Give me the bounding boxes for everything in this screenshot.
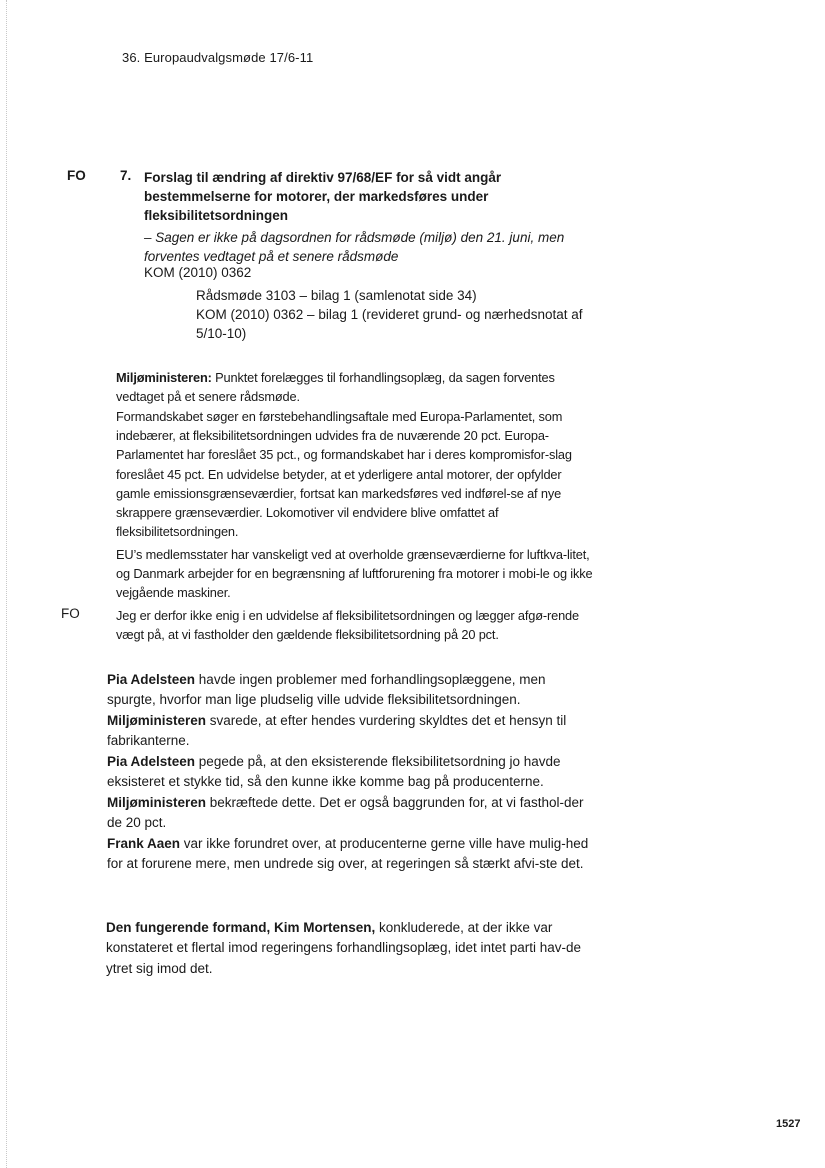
paragraph-text: Punktet forelægges til forhandlingsoplæg, da sagen forventes vedtaget på et senere rådsmøde.: [116, 370, 555, 405]
paragraph-text: konkluderede, at der ikke var konstateret et flertal imod regeringens forhandlingsoplæg, idet intet parti hav-de ytret sig imod det.: [106, 920, 582, 976]
paragraph-text: pegede på, at den eksisterende fleksibilitetsordning jo havde eksisteret et stykke tid, så den kunne ikke komme bag på producenterne.: [107, 754, 561, 790]
fo-marker: FO: [61, 606, 80, 621]
minister-paragraph: Jeg er derfor ikke enig i en udvidelse af fleksibilitetsordningen og lægger afgø-rende vægt på, at vi fastholder den gældende fleksibilitetsordning på 20 pct.: [116, 608, 579, 643]
minister-paragraph: Formandskabet søger en førstebehandlingsaftale med Europa-Parlamentet, som indebærer, at fleksibilitetsordningen udvides fra de nuværende 20 pct. Europa-Parlamentet har foreslået 35 pct., og formandskabet har i deres kompromisfor-slag foreslået 45 pct. En udvidelse betyder, at et yderligere antal motorer, der opfylder gamle emissionsgrænseværdier, fortsat kan markedsføres ved indførel-se af nye skrappere grænseværdier. Lokomotiver vil endvidere blive omfattet af fleksibilitetsordningen.: [116, 409, 572, 540]
reference-line: Rådsmøde 3103 – bilag 1 (samlenotat side 34): [196, 288, 477, 303]
debate-paragraph: [107, 711, 597, 752]
item-number: 7.: [120, 168, 132, 183]
debate-paragraph: [107, 793, 597, 834]
speaker-name: Den fungerende formand, Kim Mortensen,: [106, 920, 376, 935]
paragraph-text: svarede, at efter hendes vurdering skyldtes det et hensyn til fabrikanterne.: [107, 713, 567, 749]
minister-paragraph: [116, 368, 596, 406]
speaker-name: Frank Aaen: [107, 836, 181, 851]
speaker-name: Miljøministeren:: [116, 370, 212, 385]
page-number: 1527: [776, 1118, 801, 1130]
speaker-name: Miljøministeren: [107, 795, 207, 810]
paragraph-text: bekræftede dette. Det er også baggrunden for, at vi fasthol-der de 20 pct.: [107, 795, 584, 831]
item-note: – Sagen er ikke på dagsordnen for rådsmøde (miljø) den 21. juni, men forventes vedtaget på et senere rådsmøde: [144, 230, 565, 264]
reference-line: KOM (2010) 0362 – bilag 1 (revideret grund- og nærhedsnotat af 5/10-10): [196, 307, 583, 341]
scan-margin-line: [6, 0, 7, 1168]
item-title: Forslag til ændring af direktiv 97/68/EF for så vidt angår bestemmelserne for motorer, der markedsføres under fleksibilitetsordningen: [144, 170, 502, 223]
fo-marker: FO: [67, 168, 86, 183]
paragraph-text: havde ingen problemer med forhandlingsoplæggene, men spurgte, hvorfor man lige pludselig ville udvide fleksibilitetsordningen.: [107, 672, 546, 708]
conclusion-paragraph: [106, 918, 598, 979]
paragraph-text: var ikke forundret over, at producenterne gerne ville have mulig-hed for at forurene mere, men undrede sig over, at regeringen så stærkt afvi-ste det.: [107, 836, 589, 872]
kom-reference: KOM (2010) 0362: [144, 265, 252, 280]
speaker-name: Pia Adelsteen: [107, 754, 196, 769]
speaker-name: Miljøministeren: [107, 713, 207, 728]
debate-paragraph: [107, 834, 597, 875]
debate-paragraph: [107, 752, 597, 793]
debate-paragraph: [107, 670, 597, 711]
page-header: 36. Europaudvalgsmøde 17/6-11: [122, 50, 314, 65]
minister-paragraph: EU’s medlemsstater har vanskeligt ved at overholde grænseværdierne for luftkva-litet, og Danmark arbejder for en begrænsning af luftforurening fra motorer i mobi-le og ikke vejgående maskiner.: [116, 547, 593, 601]
speaker-name: Pia Adelsteen: [107, 672, 196, 687]
